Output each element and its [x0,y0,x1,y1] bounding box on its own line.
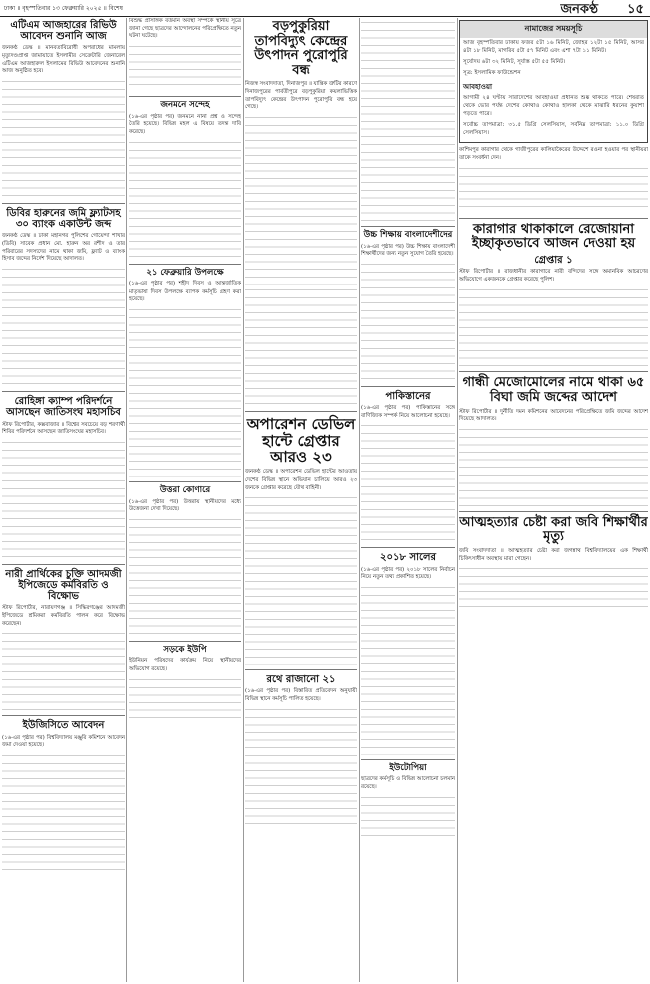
article-body: (১৬-এর পৃষ্ঠার পর) শহীদ দিবস ও আন্তর্জাতিক মাতৃভাষা দিবস উপলক্ষে ব্যাপক কর্মসূচি গ্রহণ করা হয়েছে। [129,281,241,303]
article-body: কাশিমপুর কারাগার থেকে গাজীপুরের কালিয়াকৈরের উদ্দেশে রওনা হওয়ার পর স্থানীয়রা তাকে সংবর্ধনা দেন। [459,147,648,162]
headline-uttara: উত্তরা কোণারে [159,485,211,496]
article-divider [2,203,125,204]
headline-land-seizure: গান্ধী মেজোমোলের নামে থাকা ৬৫ বিঘা জমি জব্দের আদেশ [462,375,645,405]
article-text-block [361,142,455,222]
article-body: স্টাফ রিপোর্টার, নারায়ণগঞ্জ ॥ সিদ্ধিরগঞ্জের আদমজী ইপিজেডে শ্রমিকরা কর্মবিরতি পালন করে বিক্ষোভ করেছেন। [2,605,125,627]
weather-label: আবহাওয়া [463,82,493,91]
article-divider [2,564,125,565]
article-body: জনকণ্ঠ ডেস্ক ॥ মানবতাবিরোধী অপরাধের মামলায় মৃত্যুদণ্ডপ্রাপ্ত জামায়াতে ইসলামীর সেক্রেটারি জেনারেল এটিএম আজহারুল ইসলামের রিভিউ আবেদনের শুনানি আজ অনুষ্ঠিত হবে। [2,45,125,75]
headline-rohingya-visit: রোহিঙ্গা ক্যাম্প পরিদর্শনে আসছেন জাতিসংঘ মহাসচিব [6,396,121,419]
article-text-block [129,677,241,725]
article-divider [361,547,455,548]
article-divider [361,759,455,760]
headline-public-doubt: জনমনে সন্দেহ [160,100,210,111]
article-body: বিশুদ্ধ প্রাসঙ্গিক বর্তমান অবস্থা সম্পর্কে স্থানীয় সূত্রে জানা গেছে ছাত্রদের আন্দোলনের পরিপ্রেক্ষিতে নতুন ঘটনা ঘটেছে। [129,18,241,40]
article-divider [459,218,648,219]
article-text-block [129,517,241,637]
headline-student-death: আত্মহত্যার চেষ্টা করা জবি শিক্ষার্থীর মৃত্যু [459,514,648,545]
column-1 [2,18,125,982]
article-text-block [245,115,357,285]
article-body: স্টাফ রিপোর্টার ॥ দুর্নীতি দমন কমিশনের আবেদনের পরিপ্রেক্ষিতে জমি জব্দের আদেশ দিয়েছে আদালত। [459,408,648,423]
prayer-times-box [459,20,648,143]
article-text-block [2,267,125,387]
article-text-block [459,427,648,507]
article-divider [129,481,241,482]
article-text-block [245,495,357,665]
prayer-times-title: নামাজের সময়সূচি [460,21,647,38]
column-5 [459,18,648,982]
article-body: (১৬-এর পৃষ্ঠার পর) উচ্চ শিক্ষায় বাংলাদেশী শিক্ষার্থীদের জন্য নতুন সুযোগ তৈরি হয়েছে। [361,243,455,258]
headline-azhar-review: এটিএম আজহারের রিভিউ আবেদন শুনানি আজ [10,20,117,43]
article-body: (১৬-এর পৃষ্ঠার পর) ২০১৮ সালের নির্বাচন নিয়ে নতুন তথ্য প্রকাশিত হয়েছে। [361,566,455,581]
headline-21-february: ২১ ফেব্রুয়ারি উপলক্ষে [146,267,224,278]
headline-2018: ২০১৮ সালের [380,552,436,564]
article-divider [245,669,357,670]
column-2 [129,18,241,982]
article-body: স্টাফ রিপোর্টার ॥ রাজধানীর কারাগারে নারী বন্দিদের সঙ্গে অমানবিক আচরণের অভিযোগে একজনকে গ্রেপ্তার করেছে পুলিশ। [459,269,648,283]
article-text-block [361,585,455,755]
headline-pakistan: পাকিস্তানের [385,390,431,402]
article-text-block [2,753,125,873]
article-body: (১৬-এর পৃষ্ঠার পর) বিস্তারিত প্রতিবেদন অনুযায়ী বিভিন্ন স্থানে কর্মসূচি পালিত হয়েছে। [245,688,357,703]
newspaper-name: জনকণ্ঠ [560,2,598,17]
article-text-block [2,79,125,199]
headline-devil-hunt: অপারেশন ডেভিল হান্টে গ্রেপ্তার আরও ২৩ [246,414,356,467]
headline-ugc: ইউজিসিতে আবেদন [22,720,105,732]
article-body: জনকণ্ঠ ডেস্ক ॥ অপারেশন ডেভিল হান্টের আওতায় দেশের বিভিন্ন স্থানে অভিযান চালিয়ে আরও ২৩ জনকে গ্রেপ্তার করেছে যৌথ বাহিনী। [245,469,357,491]
article-divider [245,411,357,412]
weather-text: আগামী ২৪ ঘণ্টায় সারাদেশের আবহাওয়া প্রধানত শুষ্ক থাকতে পারে। শেষরাত থেকে ভোর পর্যন্ত দেশের কোথাও কোথাও হালকা থেকে মাঝারি ধরনের কুয়াশা পড়তে পারে। [463,94,644,117]
article-divider [361,226,455,227]
sun-times-text: সূর্যোদয় ৬টা ৩২ মিনিট, সূর্যাস্ত ৫টা ৫৫ মিনিট। [463,58,566,65]
article-body: জনকণ্ঠ ডেস্ক ॥ ঢাকা মহানগর পুলিশের গোয়েন্দা শাখার (ডিবি) সাবেক প্রধান মো. হারুন অর রশীদ ও তার পরিবারের সদস্যদের নামে থাকা জমি, ফ্ল্যাট ও ব্যাংক হিসাব জব্দের নির্দেশ দিয়েছে আদালত। [2,233,125,263]
article-text-block [2,631,125,711]
article-divider [129,264,241,265]
article-divider [459,371,648,372]
article-text-block [245,707,357,827]
page-number: ১৫ [627,2,644,17]
article-text-block [245,287,357,407]
headline-chariot-21: রথে রাজানো ২১ [266,674,336,686]
article-text-block [361,795,455,843]
article-text-block [129,44,241,92]
column-divider [359,18,360,982]
headline-prison-azan: কারাগার থাকাকালে রেজোয়ানা ইচ্ছাকৃতভাবে আজন দেওয়া হয় [471,221,636,252]
article-body: নিজস্ব সংবাদদাতা, দিনাজপুর ॥ যান্ত্রিক ত্রুটির কারণে দিনাজপুরের পার্বতীপুরে বড়পুকুরিয়া কয়লাভিত্তিক তাপবিদ্যুৎ কেন্দ্রের উৎপাদন পুরোপুরি বন্ধ হয়ে গেছে। [245,81,357,111]
headline-utopia: ইউটোপিয়া [389,762,427,773]
article-text-block [459,287,648,367]
prayer-source: সূত্র: ইসলামিক ফাউন্ডেশন [463,69,521,76]
headline-higher-education: উচ্চ শিক্ষায় বাংলাদেশীদের [363,230,453,240]
edition-date: ঢাকা ॥ বৃহস্পতিবার ১৩ ফেব্রুয়ারি ২০২৫ ॥ বিশেষ [4,5,123,12]
article-body: জবি সংবাদদাতা ॥ আত্মহত্যার চেষ্টা করা জগন্নাথ বিশ্ববিদ্যালয়ের এক শিক্ষার্থী চিকিৎসাধীন অবস্থায় মারা গেছেন। [459,547,648,562]
article-body: (১৬-এর পৃষ্ঠার পর) উত্তরায় স্থানীয়দের মধ্যে উত্তেজনা দেখা দিয়েছে। [129,498,241,513]
article-body: (১৬-এর পৃষ্ঠার পর) জনমনে নানা প্রশ্ন ও সন্দেহ তৈরি হয়েছে। বিভিন্ন মহল এ বিষয়ে তদন্ত দাবি করেছে। [129,113,241,135]
headline-barapukuria-plant: বড়পুকুরিয়া তাপবিদ্যুৎ কেন্দ্রের উৎপাদন পুরোপুরি বন্ধ [254,19,348,78]
column-divider [457,18,458,982]
article-divider [129,641,241,642]
column-divider [243,18,244,982]
article-body: (১৬-এর পৃষ্ঠার পর) পাকিস্তানের সঙ্গে বাণিজ্যিক সম্পর্ক নিয়ে আলোচনা হয়েছে। [361,405,455,419]
article-divider [2,715,125,716]
article-text-block [129,307,241,477]
article-text-block [129,140,241,260]
subheadline-arrest: গ্রেপ্তার ১ [534,254,573,266]
headline-adamjee-epz: নারী প্রার্থিকের চুক্তি আদমজী ইপিজেডে কর্মবিরতি ও বিক্ষোভ [5,568,122,603]
article-text-block [361,262,455,382]
column-4 [361,18,455,982]
temperature-text: সর্বোচ্চ তাপমাত্রা: ৩১.৫ ডিগ্রি সেলসিয়াস, সর্বনিম্ন তাপমাত্রা: ১১.০ ডিগ্রি সেলসিয়াস। [463,121,644,136]
article-divider [2,391,125,392]
article-text-block [459,166,648,214]
headline-harun-assets: ডিবির হারুনের জমি ফ্ল্যাটসহ ৩০ ব্যাংক একাউন্ট জব্দ [6,208,121,231]
article-body: স্টাফ রিপোর্টার, কক্সবাজার ॥ বিশ্বের সবচেয়ে বড় শরণার্থী শিবির পরিদর্শনে আসছেন জাতিসংঘের মহাসচিব। [2,421,125,436]
article-body: ছাত্রদের কর্মসূচি ও বিভিন্ন আলোচনা চলমান রয়েছে। [361,776,455,791]
article-body: (১৬-এর পৃষ্ঠার পর) বিশ্ববিদ্যালয় মঞ্জুরি কমিশনে আবেদন জমা দেওয়া হয়েছে। [2,734,125,749]
page-header [0,0,650,17]
article-divider [361,386,455,387]
article-divider [129,96,241,97]
article-text-block [361,20,455,140]
prayer-times-text: আজ বৃহস্পতিবার ঢাকায় ফজর ৫টা ১৬ মিনিট, জোহর ১২টা ১৫ মিনিট, আসর ৪টা ১৮ মিনিট, মাগরিব ৫টা ৫৭ মিনিট এবং এশা ৭টা ১১ মিনিট। [463,40,644,54]
article-divider [459,511,648,512]
column-divider [126,18,127,982]
headline-road-up: সড়কে ইউপি [163,644,207,655]
article-body: ইউনিয়ন পরিষদের কার্যক্রম নিয়ে স্থানীয়দের অভিযোগ রয়েছে। [129,658,241,673]
article-text-block [361,423,455,543]
article-text-block [2,440,125,560]
article-text-block [459,566,648,614]
column-3 [245,18,357,982]
